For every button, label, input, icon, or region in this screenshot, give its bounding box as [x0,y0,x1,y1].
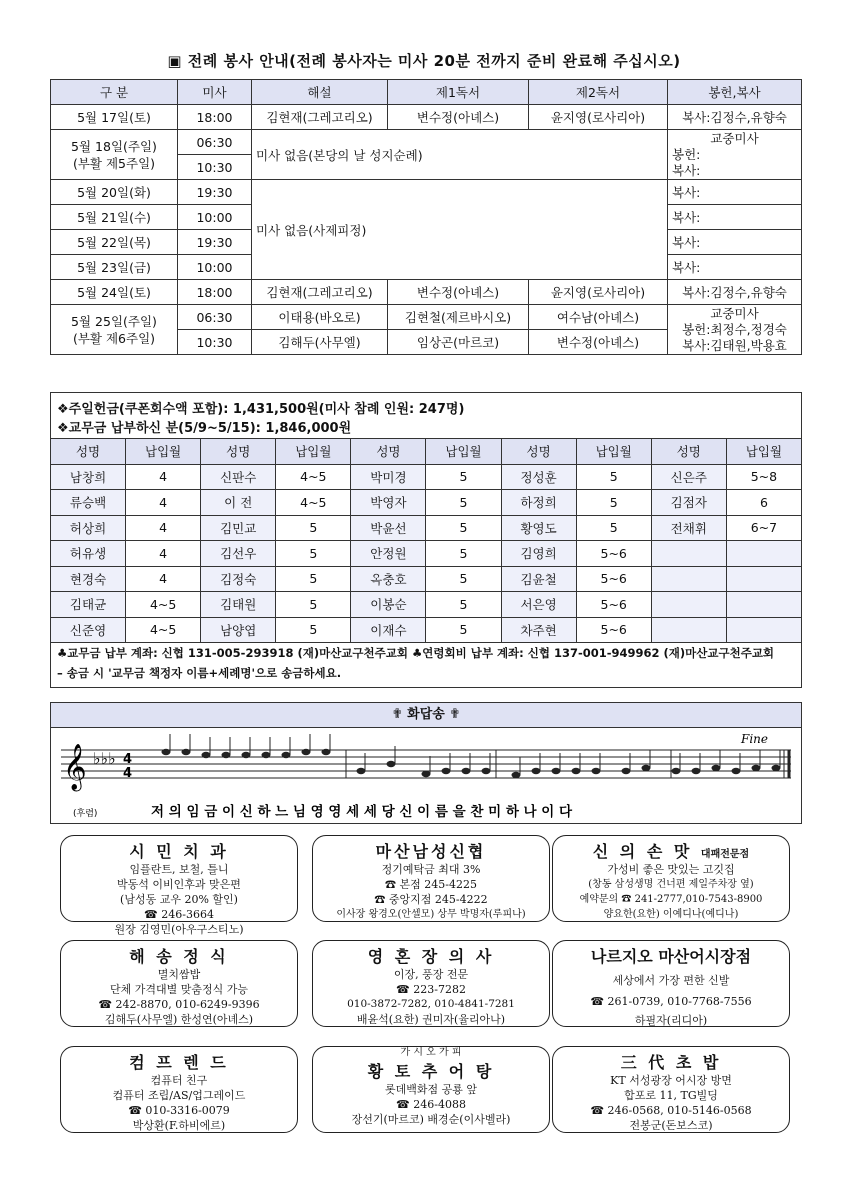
paid-month-cell: 5~6 [576,617,651,643]
reading1-cell: 김현철(제르바시오) [388,305,529,330]
reading1-cell: 변수정(아녜스) [388,280,529,305]
header-cell: 해설 [252,80,388,105]
reading2-cell: 여수남(아녜스) [529,305,668,330]
header-cell: 제2독서 [529,80,668,105]
payer-name-cell: 류승백 [51,490,126,516]
date-cell: 5월 21일(수) [51,205,178,230]
note-group [162,734,781,778]
date-cell: 5월 17일(토) [51,105,178,130]
music-note [482,768,491,774]
treble-clef-icon: 𝄞 [63,744,87,790]
header-cell: 납입월 [126,439,201,465]
offer-cell: 복사:김정수,유향숙 [668,105,802,130]
paid-month-cell: 4 [126,464,201,490]
ad-line: 양요한(요한) 이예디나(예디나) [603,909,739,920]
paid-month-cell: 5 [276,541,351,567]
fine-mark: Fine [741,732,768,746]
ad-line: 이장, 풍장 전문 [393,968,469,981]
payer-name-cell: 김점자 [651,490,726,516]
paid-month-cell: 5 [426,464,501,490]
ad-line: ☎ 중앙지점 245-4222 [374,893,488,906]
ad-line: ☎ 246-4088 [396,1098,466,1111]
ad-line: 010-3872-7282, 010-4841-7281 [347,998,515,1010]
hymn-title: ✟ 화답송 ✟ [51,703,801,728]
date-cell: 5월 24일(토) [51,280,178,305]
reading1-cell: 임상곤(마르코) [388,330,529,355]
payer-name-cell: 남창희 [51,464,126,490]
table-row [51,566,802,592]
paid-month-cell: 5 [426,490,501,516]
music-note [462,768,471,774]
date-cell: 5월 18일(주일) (부활 제5주일) [51,130,178,180]
payer-name-cell [651,592,726,618]
payer-name-cell: 서은영 [501,592,576,618]
payer-name-cell: 신은주 [651,464,726,490]
paid-month-cell: 4~5 [276,490,351,516]
table-row [51,464,802,490]
ad-name: 황 토 추 어 탕 [367,1062,495,1081]
date-cell: 5월 22일(목) [51,230,178,255]
ad-name [553,839,789,862]
ad-line: 컴퓨터 친구 [150,1074,208,1087]
ad-line: 배윤석(요한) 권미자(율리아나) [356,1013,506,1026]
paid-month-cell: 5 [576,515,651,541]
music-note [282,752,291,758]
hymn-lyrics: 저 의 임 금 이 신 하 느 님 영 영 세 세 당 신 이 름 을 찬 미 하 나 이 다 [151,804,573,820]
ad-line: (창동 삼성생명 건너편 제일주차장 옆) [588,879,754,890]
offer-line: 봉헌: [672,146,701,162]
responsorial-psalm [50,702,802,824]
header-cell: 구 분 [51,80,178,105]
music-note [202,752,211,758]
dues-table [50,438,802,643]
music-note [302,749,311,755]
music-note [387,761,396,767]
paid-month-cell: 5 [426,592,501,618]
ad-line: 단체 가격대별 맞춤정식 가능 [109,983,248,996]
header-cell: 성명 [51,439,126,465]
ad-line: ☎ 246-0568, 010-5146-0568 [590,1104,752,1117]
music-note [592,768,601,774]
music-note [712,765,721,771]
music-note [752,765,761,771]
paid-month-cell: 5~6 [576,566,651,592]
ad-line: ☎ 223-7282 [396,983,466,996]
ad-line: ☎ 261-0739, 010-7768-7556 [590,995,752,1008]
ad-name-top: 가 시 오 가 피 [400,1047,462,1058]
paid-month-cell [726,566,801,592]
ad-line: 정기예탁금 최대 3% [381,863,481,876]
payer-name-cell: 김윤철 [501,566,576,592]
music-note [182,749,191,755]
flat-icon: ♭♭♭ [93,749,116,768]
ad-line: 원장 김영민(아우구스티노) [114,923,244,936]
ad-name-suffix: 대패전문점 [700,849,750,860]
offer-cell: 복사: [668,205,802,230]
ad-line: ☎ 246-3664 [144,908,214,921]
payer-name-cell: 하정희 [501,490,576,516]
music-note [552,768,561,774]
offer-cell: 복사:김정수,유향숙 [668,280,802,305]
ad-line: 멸치쌈밥 [157,968,201,981]
time-cell: 19:30 [178,230,252,255]
offer-line: 복사: [672,162,701,178]
paid-month-cell: 5 [426,566,501,592]
ad-line: 가성비 좋은 맛있는 고깃집 [607,863,735,876]
paid-month-cell: 4 [126,566,201,592]
offer-line: 봉헌:최정수,정경숙 [682,321,787,337]
payer-name-cell: 전채휘 [651,515,726,541]
reading2-cell: 윤지영(로사리아) [529,280,668,305]
table-header-row [51,439,802,465]
paid-month-cell: 5 [426,617,501,643]
music-note [357,768,366,774]
ad-name: 三 代 초 밥 [620,1053,722,1072]
ad-name: 나르지오 마산어시장점 [590,947,752,966]
table-row [51,105,802,130]
offer-cell: 복사: [668,255,802,280]
sunday-collection: ❖주일헌금(쿠폰회수액 포함): 1,431,500원(미사 참례 인원: 247명) [57,402,465,417]
ad-line: KT 서성광장 어시장 방면 [610,1074,732,1087]
ad-line: 롯데백화점 공룡 앞 [384,1083,477,1096]
offer-cell: 복사: [668,230,802,255]
paid-month-cell: 5~6 [576,541,651,567]
paid-month-cell: 4~5 [126,617,201,643]
music-note [322,749,331,755]
ad-line: 임플란트, 보철, 틀니 [129,863,229,876]
ad-line: (남성동 교우 20% 할인) [120,893,238,906]
ad-line: 박동석 이비인후과 맞은편 [117,878,241,891]
payer-name-cell [651,617,726,643]
time-cell: 19:30 [178,180,252,205]
payer-name-cell: 차주현 [501,617,576,643]
payer-name-cell: 김태균 [51,592,126,618]
music-note [162,749,171,755]
ad-line: ☎ 242-8870, 010-6249-9396 [98,998,260,1011]
music-score [51,728,801,824]
payer-name-cell: 박미경 [351,464,426,490]
ad-haesong [60,940,298,1027]
account-note: ♣교무금 납부 계좌: 신협 131-005-293918 (재)마산교구천주교회 ♣연령회비 납부 계좌: 신협 137-001-949962 (재)마산교구천주교회 [57,646,775,660]
payer-name-cell: 이 전 [201,490,276,516]
payer-name-cell: 현경숙 [51,566,126,592]
paid-month-cell: 6 [726,490,801,516]
ad-shoes [552,940,790,1027]
ad-name-main: 신 의 손 맛 [592,842,693,861]
time-cell: 10:30 [178,155,252,180]
paid-month-cell: 5 [276,566,351,592]
payer-name-cell: 신준영 [51,617,126,643]
payer-name-cell: 신판수 [201,464,276,490]
music-note [572,768,581,774]
payer-name-cell [651,566,726,592]
paid-month-cell: 4 [126,515,201,541]
payer-name-cell: 허상희 [51,515,126,541]
payer-name-cell: 정성훈 [501,464,576,490]
table-row [51,130,802,155]
offering-section [50,392,802,688]
paid-month-cell: 4 [126,541,201,567]
table-row [51,515,802,541]
commentary-cell: 김해두(사무엘) [252,330,388,355]
time-cell: 10:00 [178,205,252,230]
music-note [642,765,651,771]
paid-month-cell [726,541,801,567]
transfer-note: – 송금 시 '교무금 책정자 이름+세례명'으로 송금하세요. [57,666,342,680]
paid-month-cell: 5 [576,490,651,516]
paid-month-cell [726,592,801,618]
music-note [242,752,251,758]
dues-total: ❖교무금 납부하신 분(5/9~5/15): 1,846,000원 [57,421,352,436]
commentary-cell: 이태용(바오로) [252,305,388,330]
date-cell: 5월 20일(화) [51,180,178,205]
payer-name-cell: 안정원 [351,541,426,567]
offer-line: 교중미사 [710,130,759,146]
paid-month-cell: 5 [276,592,351,618]
ad-line: 김해두(사무엘) 한성연(아녜스) [104,1013,254,1026]
time-sig-top: 4 [123,752,133,767]
music-note [512,772,521,778]
date-cell: 5월 23일(금) [51,255,178,280]
table-row [51,541,802,567]
payer-name-cell: 허유생 [51,541,126,567]
no-mass-cell: 미사 없음(본당의 날 성지순례) [252,130,668,180]
no-mass-cell: 미사 없음(사제피정) [252,180,668,280]
reading2-cell: 변수정(아녜스) [529,330,668,355]
payer-name-cell: 옥충호 [351,566,426,592]
offer-line: 복사:김태원,박용효 [682,337,787,353]
offer-cell [668,305,802,355]
header-cell: 납입월 [426,439,501,465]
table-row [51,592,802,618]
payer-name-cell: 김영희 [501,541,576,567]
header-cell: 성명 [351,439,426,465]
offer-cell: 복사: [668,180,802,205]
time-cell: 06:30 [178,130,252,155]
dues-table-body [51,464,802,643]
ad-computer [60,1046,298,1133]
paid-month-cell: 5 [576,464,651,490]
header-cell: 납입월 [576,439,651,465]
date-cell: 5월 25일(주일) (부활 제6주일) [51,305,178,355]
ad-name: 시 민 치 과 [129,842,229,861]
table-row [51,490,802,516]
offer-cell [668,130,802,180]
ad-restaurant-sinui [552,835,790,922]
time-cell: 10:00 [178,255,252,280]
table-header-row [51,80,802,105]
paid-month-cell: 4~5 [276,464,351,490]
ad-line: 세상에서 가장 편한 신발 [612,974,730,987]
payer-name-cell: 이재수 [351,617,426,643]
ad-line: 박상환(F.하비에르) [132,1119,226,1132]
ad-name: 마산남성신협 [375,842,487,861]
time-sig-bottom: 4 [123,766,133,781]
music-note [672,768,681,774]
header-cell: 성명 [651,439,726,465]
paid-month-cell: 4~5 [126,592,201,618]
ad-sushi [552,1046,790,1133]
reading1-cell: 변수정(아녜스) [388,105,529,130]
table-row [51,617,802,643]
payer-name-cell: 박영자 [351,490,426,516]
ad-line: ☎ 본점 245-4225 [385,878,477,891]
time-cell: 10:30 [178,330,252,355]
ad-name: 해 송 정 식 [129,947,229,966]
table-row [51,280,802,305]
ad-line: 하필자(리디아) [634,1014,708,1027]
music-note [262,752,271,758]
ad-line: 장선기(마르코) 배경순(이사벨라) [351,1113,511,1126]
music-note [442,768,451,774]
ad-line: 컴퓨터 조립/AS/업그레이드 [112,1089,246,1102]
payer-name-cell: 김민교 [201,515,276,541]
page-title: ▣ 전례 봉사 안내(전례 봉사자는 미사 20분 전까지 준비 완료해 주십시오) [167,52,681,70]
header-cell: 납입월 [726,439,801,465]
paid-month-cell: 5 [426,515,501,541]
payer-name-cell: 김선우 [201,541,276,567]
music-note [692,768,701,774]
paid-month-cell: 5 [276,617,351,643]
ad-dental-clinic [60,835,298,936]
table-row [51,180,802,205]
ad-funeral [312,940,550,1027]
table-row [51,305,802,330]
header-cell: 미사 [178,80,252,105]
payer-name-cell: 남양엽 [201,617,276,643]
refrain-label: (후렴) [73,809,98,819]
ad-line: 전봉군(돈보스코) [629,1119,713,1132]
header-cell: 납입월 [276,439,351,465]
commentary-cell: 김현재(그레고리오) [252,280,388,305]
ad-chueotang [312,1046,550,1133]
ad-name: 영 혼 장 의 사 [367,947,495,966]
header-cell: 성명 [201,439,276,465]
time-cell: 06:30 [178,305,252,330]
offer-line: 교중미사 [710,305,759,321]
music-note [222,752,231,758]
paid-month-cell: 5~8 [726,464,801,490]
ad-credit-union [312,835,550,922]
music-note [622,768,631,774]
paid-month-cell: 5 [276,515,351,541]
header-cell: 제1독서 [388,80,529,105]
ad-line: 이사장 왕경오(안셀모) 상무 박명자(루피나) [336,909,526,920]
ad-line: ☎ 010-3316-0079 [128,1104,230,1117]
ad-line: 예약문의 ☎ 241-2777,010-7543-8900 [579,894,763,905]
paid-month-cell: 5 [426,541,501,567]
time-cell: 18:00 [178,280,252,305]
header-cell: 성명 [501,439,576,465]
music-note [772,765,781,771]
commentary-cell: 김현재(그레고리오) [252,105,388,130]
music-note [732,768,741,774]
payer-name-cell: 박윤선 [351,515,426,541]
payer-name-cell: 김정숙 [201,566,276,592]
liturgy-schedule-table [50,79,802,355]
paid-month-cell [726,617,801,643]
header-cell: 봉헌,복사 [668,80,802,105]
reading2-cell: 윤지영(로사리아) [529,105,668,130]
payer-name-cell: 이봉순 [351,592,426,618]
payer-name-cell: 황영도 [501,515,576,541]
music-note [422,771,431,777]
paid-month-cell: 6~7 [726,515,801,541]
ad-name: 컴 프 렌 드 [129,1053,229,1072]
payer-name-cell [651,541,726,567]
paid-month-cell: 4 [126,490,201,516]
ad-line: 합포로 11, TG빌딩 [624,1089,718,1102]
music-note [532,768,541,774]
time-cell: 18:00 [178,105,252,130]
paid-month-cell: 5~6 [576,592,651,618]
payer-name-cell: 김태원 [201,592,276,618]
